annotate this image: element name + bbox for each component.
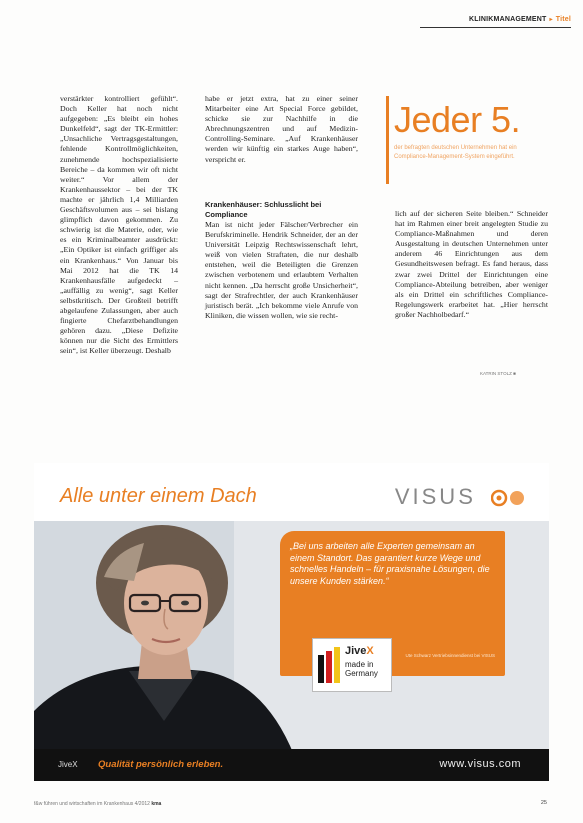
callout-accent-bar <box>386 96 389 184</box>
subheading: Krankenhäuser: Schlusslicht bei Compliance <box>205 200 322 219</box>
column-1-text: verstärkter kontrolliert gefühlt“. Doch Keller hat noch nicht aufgegeben: „Es bleibt ein hohes Dunkelfeld“, sagt der TK-Ermittler: „Unsachliche Vertragsgestaltungen, fehlende Kontrollmöglichkeiten, zunehmende hochspezialisierte Bereiche – da kommen wir oft nicht weiter.“ Vor allem der Krankenhaussektor – bei der TK machte er jährlich 1,4 Milliarden Geschäftsvolumen aus – sei bislang glimpflich davon gekommen. Zu schwierig ist die Materie, oder, wie es ein Kriminalbeamter ausdrückt: „Ein Optiker ist einfach griffiger als ein Krankenhaus.“ Von Januar bis Mai 2012 hat die TK 14 Krankenhausfälle aufgedeckt – „auffällig zu wenig“, sagt Keller selbstkritisch. Der Großteil betrifft abgelaufene Zulassungen, aber auch fingierte Chefarztbehandlungen gehören dazu. „Diese Defizite können nur die Sicht des Ermittlers sein“, ist Keller überzeugt. Deshalb <box>60 94 178 356</box>
author-credit: KATRIN STOLZ ■ <box>480 371 516 376</box>
section-title: Titel <box>555 16 571 23</box>
ad-tagline: Qualität persönlich erleben. <box>98 759 224 770</box>
footer-publication: führen und wirtschaften im Krankenhaus <box>43 801 134 807</box>
header-rule <box>420 27 571 28</box>
statistic-callout <box>386 96 549 184</box>
callout-text: der befragten deutschen Unternehmen hat ein Compliance-Management-System eingeführt. <box>394 145 517 160</box>
footer-issue: 4/2012 <box>134 801 150 807</box>
advertisement <box>34 463 549 781</box>
footer-brand: kma <box>151 801 162 807</box>
article-column-2-bottom <box>205 200 358 321</box>
page-footer-left <box>34 801 161 807</box>
ad-heading: Alle unter einem Dach <box>60 485 257 507</box>
footer-brand-short: f&w <box>34 801 43 807</box>
visus-logo-text: VISUS <box>394 484 476 509</box>
section-label: KLINIKMANAGEMENT <box>469 16 547 23</box>
jivex-badge <box>312 638 392 692</box>
arrow-icon: ▸ <box>549 17 553 23</box>
visus-dots-icon <box>491 489 525 507</box>
running-header <box>469 16 571 23</box>
article-column-3 <box>395 209 548 320</box>
germany-flag-icon <box>318 647 342 683</box>
ad-header-band <box>34 463 549 521</box>
jivex-small-logo: JiveX <box>58 760 78 769</box>
ad-url: www.visus.com <box>439 758 521 770</box>
column-2-top-text: habe er jetzt extra, hat zu einer seiner Mitarbeiter eine Art Special Force gebildet, schicke sie zur Nachhilfe in die Abrechnungszentren und auf Medizin-Controlling-Seminare. „Auf Krankenhäuser werden wir künftig ein starkes Auge haben“, verspricht er. <box>205 94 358 164</box>
visus-logo <box>395 484 525 510</box>
ad-quote: „Bei uns arbeiten alle Experten gemeinsam an einem Standort. Das garantiert kurze Wege und schnelles Handeln – für praxisnahe Lösungen, die unsere Kunden stärken.“ <box>290 541 490 586</box>
column-3-text: lich auf der sicheren Seite bleiben.“ Schneider hat im Rahmen einer breit angelegten Studie zu Compliance-Maßnahmen und deren Ausgestaltung in deutschen Unternehmen unter anderem 46 Einrichtungen aus dem Gesundheitswesen befragt. Es fand heraus, dass zwar zwei Drittel der Einrichtungen eine Compliance-Abteilung betreiben, aber weniger als ein Drittel ein schriftliches Compliance-Regelungswerk erarbeitet hat. „Hier herrscht großer Nachholbedarf.“ <box>395 209 548 319</box>
made-in-germany: made in Germany <box>345 660 378 678</box>
article-column-1 <box>60 94 178 356</box>
ad-footer-band <box>34 749 549 781</box>
article-column-2-top <box>205 94 358 165</box>
ad-photo <box>34 521 549 755</box>
column-2-body-text: Man ist nicht jeder Fälscher/Verbrecher ein Berufskriminelle. Hendrik Schneider, der an der Universität Leipzig Rechtswissenschaft lehrt, weiß von vielen Straftaten, die nur deshalb entstehen, weil die Beteiligten die Grenzen zwischen verbotenem und erlaubtem Verhalten nicht kennen. „Da herrscht große Unsicherheit“, sagt der Strafrechtler, der auch Krankenhäuser juristisch berät. „Ich bekomme viele Anrufe von Kliniken, die wissen wollen, wie sie recht- <box>205 220 358 320</box>
page-number: 25 <box>540 800 547 806</box>
callout-headline: Jeder 5. <box>394 99 521 140</box>
jivex-brand: JiveX <box>345 645 374 657</box>
quote-attribution: Ute Schwarz Vertriebsinnendienst bei VISUS <box>405 653 495 658</box>
